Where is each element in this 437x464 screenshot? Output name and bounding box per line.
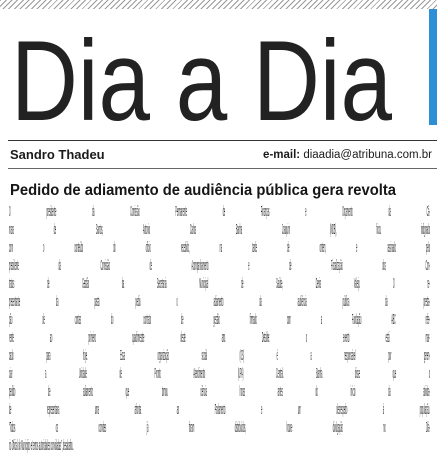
column-title: Dia a Dia: [11, 25, 392, 139]
body-line: pedido de adiamento que tomou ciência horas antes do início da ativida-: [9, 383, 430, 400]
body-line: presidente da Comissão de Acompanhamento e de Fiscalização dos Con-: [9, 257, 430, 274]
email-label: e-mail:: [263, 149, 301, 161]
body-line: O presidente da Comissão Permanente de Finanças e Orçamento da Câ-: [9, 203, 430, 220]
column-title-box: [11, 25, 393, 139]
top-hatch-band: [0, 0, 437, 9]
byline-email: [263, 148, 432, 163]
article-body: [9, 203, 432, 457]
body-line: tratos de Gestão da Secretaria Municipal de Saúde, Denis Valejo. O re-: [9, 275, 430, 292]
byline-divider: [8, 168, 437, 169]
body-line: mara de Santos, Antonio Carlos Banha Joaquim (MDB), ficou indignado: [9, 221, 430, 238]
accent-bar: [429, 9, 437, 125]
body-line: ção de contas do contrato de gestão firmado com a Fundação ABC refe-: [9, 311, 430, 328]
email-address[interactable]: diaadia@atribuna.com.br: [303, 149, 432, 161]
body-line: rente ao primeiro quadrimestre deste ano. Detalhe: o evento está mar-: [9, 329, 430, 346]
byline-author: Sandro Thadeu: [10, 147, 105, 162]
body-line: de representava uma afronta ao Parlamento e um desrespeito à população.: [9, 401, 430, 418]
body-line: “Todos os convites já foram distribuídos, houve divulgação no Diá-: [9, 419, 430, 436]
body-line: com o conteúdo do ofício recebido, na tarde de ontem, e assinado pelo: [9, 239, 430, 256]
body-line: rio Oficial do Município e temos autoridades convidadas”, desabafou.: [9, 437, 74, 454]
body-line: cado para hoje. Essa organização social (OS) é a responsável por geren-: [9, 347, 430, 364]
body-line: ciar a Unidade de Pronto Atendimento (UPA) Central. Banha disse que o: [9, 365, 430, 382]
headline-box: [10, 182, 398, 201]
body-line: presentante da pasta pediu o adiamento da audiência pública da presta-: [9, 293, 430, 310]
title-divider: [8, 140, 437, 141]
article-headline: Pedido de adiamento de audiência pública gera revolta: [10, 182, 396, 199]
